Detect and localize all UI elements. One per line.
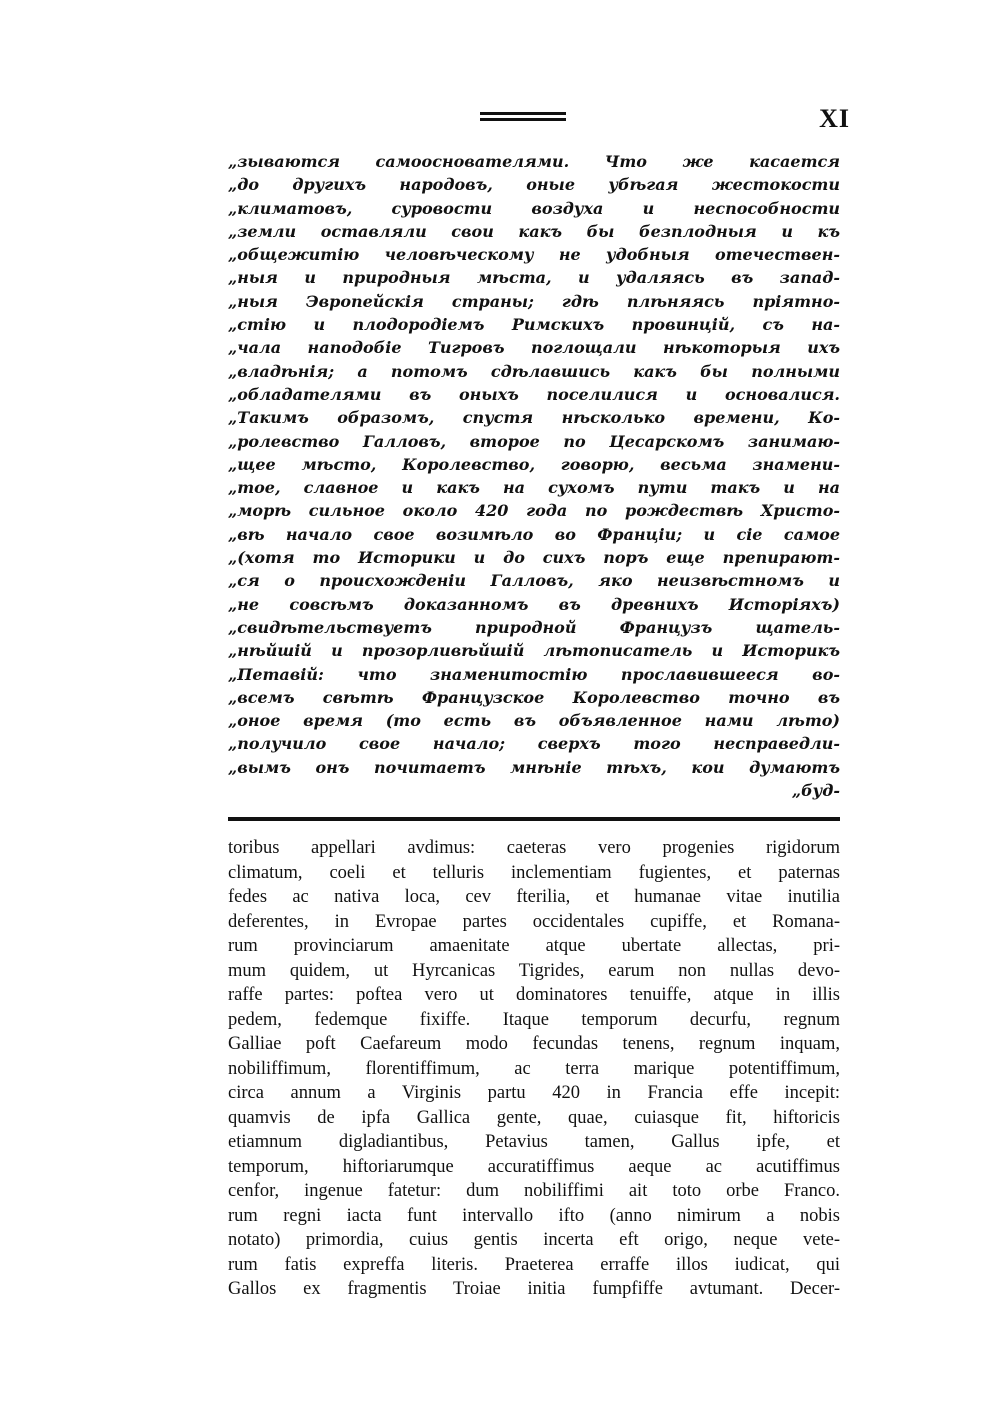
- text-line: „вымъ онъ почитаетъ мнѣнiе тѣхъ, кои думаютъ: [228, 757, 840, 777]
- text-line: „щее мѣсто, Королевство, говорю, весьма знамени-: [228, 454, 840, 474]
- text-line: toribus appellari avdimus: caeteras vero progenies rigidorum: [228, 838, 840, 858]
- header-ornament-rule: [480, 112, 566, 124]
- text-line: quamvis de ipfa Gallica gente, quae, cuiasque fit, hiftoricis: [228, 1107, 840, 1128]
- text-line: „ныя и природныя мѣста, и удаляясь въ запад-: [228, 268, 840, 288]
- text-line: „Петавiй: что знаменитостiю прославившееся во-: [228, 664, 840, 684]
- text-line: „нѣйшiй и прозорливѣйшiй лѣтописатель и Историкъ: [228, 641, 840, 661]
- text-line: „Такимъ образомъ, спустя нѣсколько времени, Ко-: [228, 408, 840, 428]
- text-line: fedes ac nativa loca, cev fterilia, et humanae vitae inutilia: [228, 887, 840, 907]
- text-line: rum fatis expreffa literis. Praeterea erraffe illos iudicat, qui: [228, 1254, 840, 1275]
- text-line: cenfor, ingenue fatetur: dum nobiliffimi ait toto orbe Franco.: [228, 1181, 840, 1201]
- text-line: „земли оставляли свои какъ бы безплодныя и къ: [228, 221, 840, 241]
- text-line: „стiю и плодородiемъ Римскихъ провинцiй, съ на-: [228, 315, 840, 335]
- text-line: temporum, hiftoriarumque accuratiffimus aeque ac acutiffimus: [228, 1156, 840, 1177]
- text-line: „владѣнiя; а потомъ сдѣлавшись какъ бы полными: [228, 361, 840, 381]
- text-line: „зываются самооснователями. Что же касается: [228, 152, 840, 171]
- text-line: raffe partes: poftea vero ut dominatores tenuiffe, atque in illis: [228, 985, 840, 1005]
- text-line: „морѣ сильное около 420 года по рождествѣ Христо-: [228, 501, 840, 521]
- text-line: „не совсѣмъ доказанномъ въ древнихъ Исторiяхъ): [228, 594, 840, 614]
- text-line: „до другихъ народовъ, оные убѣгая жестокости: [228, 175, 840, 195]
- text-line: mum quidem, ut Hyrcanicas Tigrides, earum non nullas devo-: [228, 960, 840, 981]
- footnote-separator-rule: [228, 817, 840, 821]
- text-line: „чала наподобiе Тигровъ поглощали нѣкоторыя ихъ: [228, 338, 840, 358]
- text-line: „обладателями въ оныхъ поселилися и основалися.: [228, 384, 840, 404]
- footnote-text-block: [228, 836, 840, 1302]
- text-line: „тое, славное и какъ на сухомъ пути такъ и на: [228, 478, 840, 498]
- text-line: „общежитiю человѣческому не удобныя отечествен-: [228, 245, 840, 265]
- text-line: „ролевство Галловъ, второе по Цесарскомъ занимаю-: [228, 431, 840, 451]
- text-line: rum provinciarum amaenitate atque ubertate allectas, pri-: [228, 936, 840, 956]
- text-line: „свидѣтельствуетъ природной Французъ щатель-: [228, 617, 840, 637]
- text-line: notato) primordia, cuius gentis incerta eft origo, neque vete-: [228, 1230, 840, 1250]
- text-line: etiamnum digladiantibus, Petavius tamen, Gallus ipfe, et: [228, 1132, 840, 1152]
- text-line: „всемъ свѣтѣ Французское Королевство точно въ: [228, 687, 840, 707]
- text-line: Gallos ex fragmentis Troiae initia fumpfiffe avtumant. Decer-: [228, 1279, 840, 1299]
- page-number: XI: [819, 104, 850, 133]
- text-line: „ся о происхожденiи Галловъ, яко неизвѣстномъ и: [228, 571, 840, 591]
- text-line: „получило свое начало; сверхъ того несправедли-: [228, 734, 840, 754]
- text-line: pedem, fedemque fixiffe. Itaque temporum decurfu, regnum: [228, 1009, 840, 1030]
- text-line: „оное время (то есть въ объявленное нами лѣто): [228, 711, 840, 731]
- text-line: nobiliffimum, florentiffimum, ac terra marique potentiffimum,: [228, 1058, 840, 1079]
- text-line: deferentes, in Evropae partes occidentales cupiffe, et Romana-: [228, 911, 840, 932]
- text-line: circa annum a Virginis partu 420 in Francia effe incepit:: [228, 1083, 840, 1103]
- text-line: „ныя Эвропейскiя страны; гдѣ плѣняясь прiятно-: [228, 291, 840, 311]
- text-line: „(хотя то Историки и до сихъ поръ еще препирают-: [228, 548, 840, 568]
- text-line: „климатовъ, суровости воздуха и неспособности: [228, 198, 840, 218]
- text-line: „вѣ начало свое возимѣло во Францiи; и сiе самое: [228, 524, 840, 544]
- text-line: climatum, coeli et telluris inclementiam fugientes, et paternas: [228, 862, 840, 883]
- text-line: rum regni iacta funt intervallo ifto (anno nimirum a nobis: [228, 1205, 840, 1226]
- catchword: „буд-: [791, 781, 840, 801]
- main-text-block: [228, 150, 840, 802]
- text-line: Galliae poft Caefareum modo fecundas tenens, regnum inquam,: [228, 1034, 840, 1054]
